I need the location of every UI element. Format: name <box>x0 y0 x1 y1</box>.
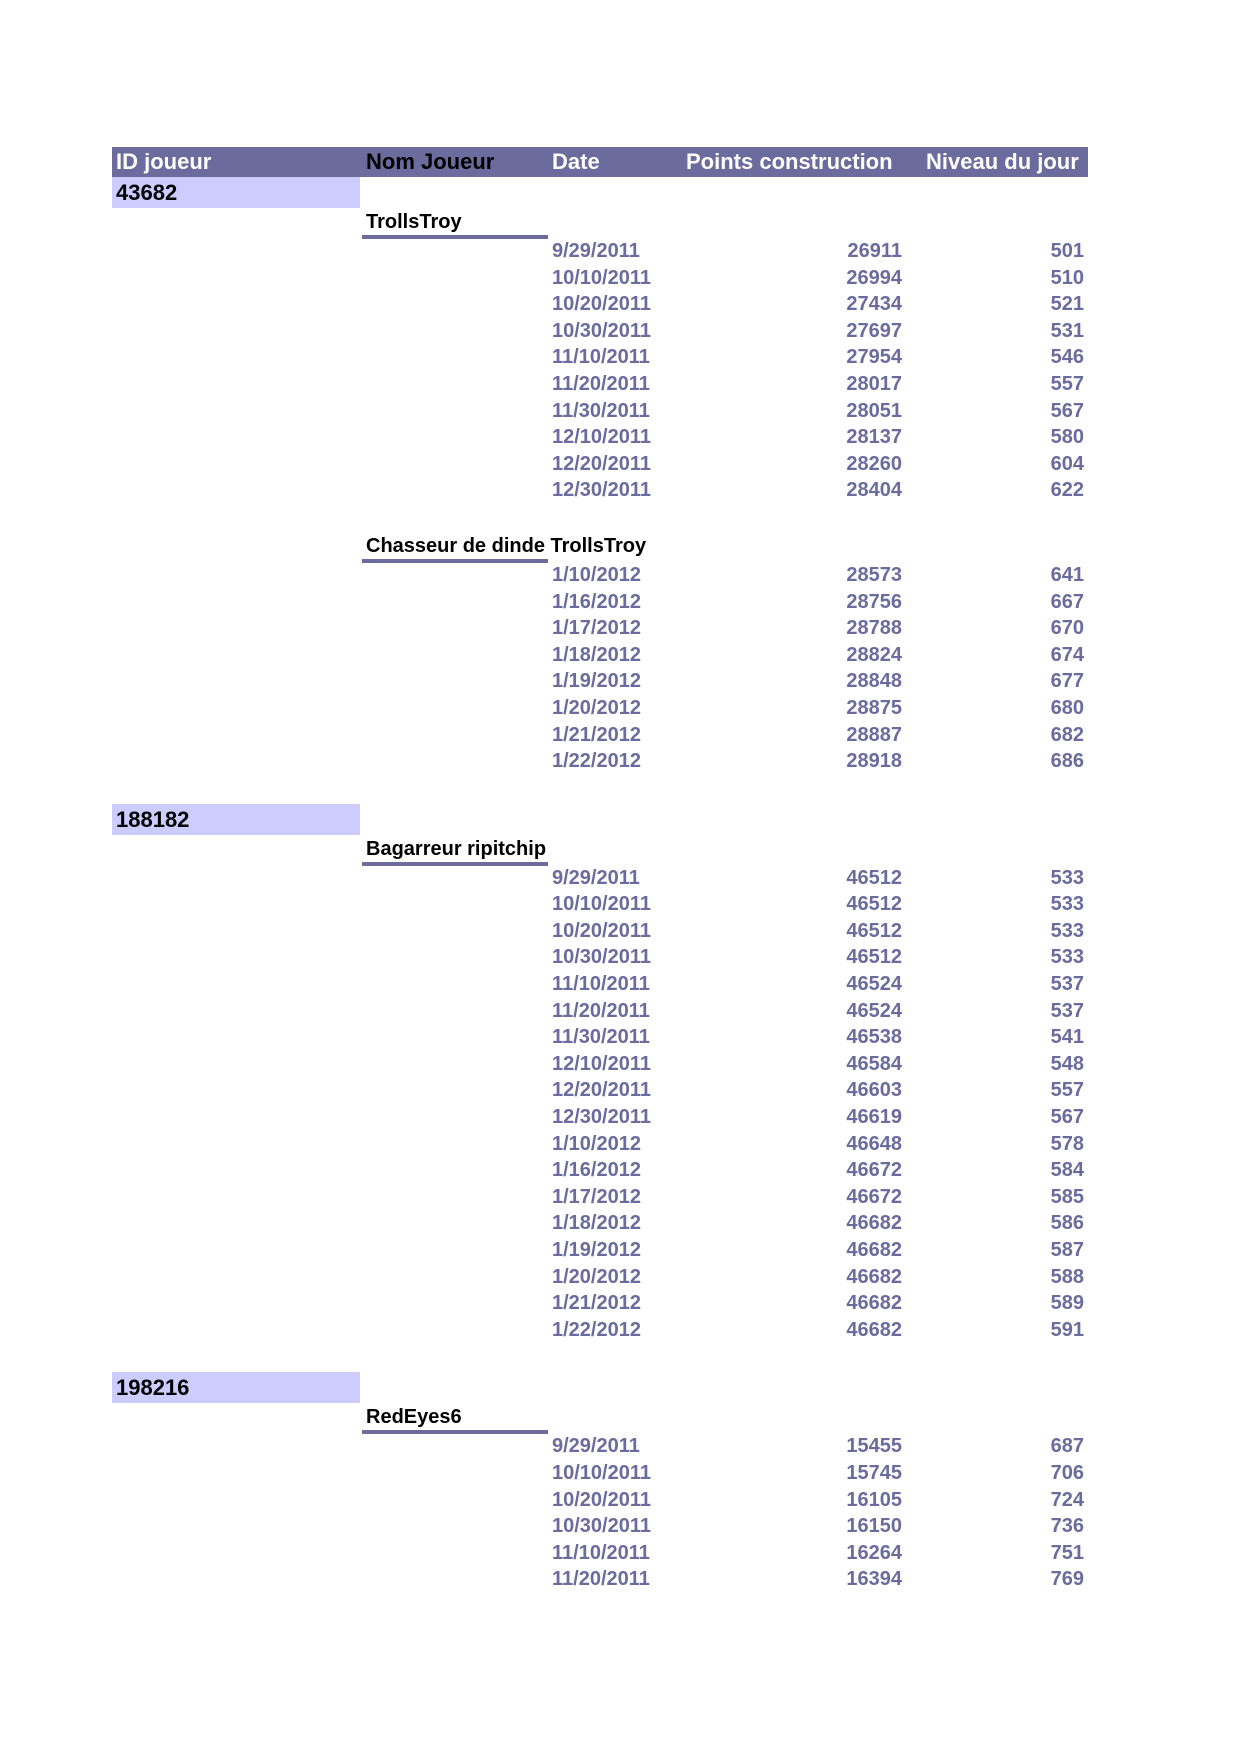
header-date: Date <box>552 149 600 174</box>
player-name-row <box>112 1403 1088 1433</box>
points-cell: 28887 <box>846 723 902 746</box>
points-cell: 28260 <box>846 452 902 475</box>
points-cell: 28404 <box>846 479 902 502</box>
date-cell: 11/10/2011 <box>552 973 650 996</box>
player-id: 43682 <box>112 177 360 208</box>
date-cell: 1/20/2012 <box>552 1265 641 1288</box>
level-cell: 537 <box>1050 999 1084 1022</box>
date-cell: 1/16/2012 <box>552 1159 641 1182</box>
date-cell: 1/22/2012 <box>552 750 641 773</box>
level-cell: 548 <box>1050 1052 1084 1075</box>
table-row <box>112 1264 1088 1291</box>
table-row <box>112 318 1088 345</box>
level-cell: 531 <box>1050 319 1084 342</box>
table-row <box>112 1024 1088 1051</box>
table-row <box>112 371 1088 398</box>
date-cell: 10/10/2011 <box>552 893 651 916</box>
table-row <box>112 238 1088 265</box>
points-cell: 46682 <box>846 1212 902 1235</box>
level-cell: 736 <box>1050 1515 1084 1538</box>
date-cell: 1/19/2012 <box>552 670 641 693</box>
date-cell: 12/20/2011 <box>552 452 651 475</box>
player-name-row <box>112 835 1088 865</box>
points-cell: 16150 <box>846 1515 902 1538</box>
level-cell: 687 <box>1050 1435 1084 1458</box>
table-row <box>112 918 1088 945</box>
points-cell: 28017 <box>846 372 902 395</box>
player-id-row <box>112 1372 1088 1403</box>
player-id: 198216 <box>112 1372 360 1403</box>
points-cell: 26911 <box>847 240 902 262</box>
points-cell: 28875 <box>846 696 902 719</box>
date-cell: 1/18/2012 <box>552 1212 641 1235</box>
level-cell: 706 <box>1050 1461 1084 1484</box>
table-row <box>112 1290 1088 1317</box>
level-cell: 585 <box>1050 1185 1084 1208</box>
points-cell: 28137 <box>846 426 902 449</box>
points-cell: 46524 <box>846 999 902 1022</box>
table-row <box>112 1131 1088 1158</box>
level-cell: 674 <box>1050 643 1084 666</box>
date-cell: 10/20/2011 <box>552 293 651 316</box>
level-cell: 501 <box>1050 240 1084 262</box>
date-cell: 1/21/2012 <box>552 1292 641 1315</box>
table-row <box>112 865 1088 892</box>
group-spacer <box>112 775 1088 804</box>
date-cell: 12/30/2011 <box>552 479 651 502</box>
level-cell: 670 <box>1050 617 1084 640</box>
player-name: RedEyes6 <box>366 1406 462 1429</box>
table-row <box>112 1487 1088 1514</box>
date-cell: 11/30/2011 <box>552 399 650 422</box>
level-cell: 751 <box>1050 1541 1084 1564</box>
date-cell: 12/10/2011 <box>552 426 651 449</box>
points-cell: 46512 <box>846 946 902 969</box>
points-cell: 46672 <box>846 1185 902 1208</box>
table-row <box>112 562 1088 589</box>
points-cell: 46648 <box>846 1132 902 1155</box>
table-row <box>112 615 1088 642</box>
level-cell: 584 <box>1050 1159 1084 1182</box>
date-cell: 9/29/2011 <box>552 240 640 262</box>
level-cell: 567 <box>1050 399 1084 422</box>
date-cell: 10/30/2011 <box>552 319 651 342</box>
level-cell: 533 <box>1050 919 1084 942</box>
player-name: Chasseur de dinde TrollsTroy <box>366 534 647 557</box>
player-name: Bagarreur ripitchip <box>366 837 547 860</box>
level-cell: 521 <box>1050 293 1084 316</box>
table-row <box>112 291 1088 318</box>
date-cell: 1/19/2012 <box>552 1239 641 1261</box>
date-cell: 10/20/2011 <box>552 1488 651 1511</box>
date-cell: 9/29/2011 <box>552 1435 640 1458</box>
table-row <box>112 891 1088 918</box>
table-row <box>112 1513 1088 1540</box>
header-id: ID joueur <box>116 149 212 174</box>
level-cell: 586 <box>1050 1212 1084 1235</box>
points-cell: 15745 <box>846 1461 902 1484</box>
table-row <box>112 642 1088 669</box>
table-row <box>112 1317 1088 1344</box>
date-cell: 1/10/2012 <box>552 1132 641 1155</box>
points-cell: 46512 <box>846 893 902 916</box>
points-cell: 46672 <box>846 1159 902 1182</box>
points-cell: 46619 <box>846 1106 902 1129</box>
level-cell: 724 <box>1050 1488 1084 1511</box>
table-row <box>112 1184 1088 1211</box>
date-cell: 11/20/2011 <box>552 1568 650 1591</box>
level-cell: 557 <box>1050 1079 1084 1102</box>
date-cell: 12/20/2011 <box>552 1079 651 1102</box>
level-cell: 769 <box>1050 1568 1084 1591</box>
level-cell: 589 <box>1050 1292 1084 1315</box>
level-cell: 680 <box>1050 696 1084 719</box>
player-name-row <box>112 208 1088 238</box>
player-id-row <box>112 804 1088 835</box>
points-cell: 46682 <box>846 1239 902 1261</box>
table-row <box>112 1540 1088 1567</box>
level-cell: 537 <box>1050 973 1084 996</box>
points-cell: 28051 <box>846 399 902 422</box>
points-cell: 46584 <box>846 1052 902 1075</box>
level-cell: 533 <box>1050 893 1084 916</box>
table-row <box>112 1433 1088 1460</box>
player-id-row <box>112 177 1088 208</box>
table-row <box>112 398 1088 425</box>
level-cell: 587 <box>1050 1239 1084 1261</box>
date-cell: 11/20/2011 <box>552 999 650 1022</box>
points-cell: 46524 <box>846 973 902 996</box>
points-cell: 28824 <box>846 643 902 666</box>
points-cell: 15455 <box>846 1435 902 1458</box>
date-cell: 1/17/2012 <box>552 617 641 640</box>
table-row <box>112 668 1088 695</box>
date-cell: 1/20/2012 <box>552 696 641 719</box>
date-cell: 11/10/2011 <box>552 346 650 369</box>
table-row <box>112 589 1088 616</box>
table-row <box>112 344 1088 371</box>
points-cell: 28918 <box>846 750 902 773</box>
table-row <box>112 477 1088 504</box>
points-cell: 27434 <box>846 293 902 316</box>
points-cell: 16264 <box>846 1541 902 1564</box>
points-cell: 46512 <box>846 919 902 942</box>
level-cell: 580 <box>1050 426 1084 449</box>
groups-container <box>112 177 1088 1593</box>
table-row <box>112 1460 1088 1487</box>
points-cell: 16394 <box>846 1568 902 1591</box>
table-row <box>112 971 1088 998</box>
group-spacer <box>112 1343 1088 1372</box>
level-cell: 510 <box>1050 266 1084 289</box>
date-cell: 1/18/2012 <box>552 643 641 666</box>
points-cell: 26994 <box>846 266 902 289</box>
table-row <box>112 998 1088 1025</box>
date-cell: 11/10/2011 <box>552 1541 650 1564</box>
level-cell: 541 <box>1050 1026 1084 1049</box>
date-cell: 1/22/2012 <box>552 1318 641 1341</box>
date-cell: 12/30/2011 <box>552 1106 651 1129</box>
level-cell: 546 <box>1050 346 1084 369</box>
table-row <box>112 1210 1088 1237</box>
table-row <box>112 451 1088 478</box>
table-row <box>112 424 1088 451</box>
level-cell: 686 <box>1050 750 1084 773</box>
points-cell: 27697 <box>846 319 902 342</box>
points-cell: 46512 <box>846 866 902 889</box>
table-row <box>112 1566 1088 1593</box>
table-row <box>112 1237 1088 1264</box>
points-cell: 46682 <box>846 1318 902 1341</box>
level-cell: 604 <box>1050 452 1084 475</box>
table-row <box>112 944 1088 971</box>
points-cell: 28788 <box>846 617 902 640</box>
report-table <box>112 147 1088 1593</box>
table-row <box>112 265 1088 292</box>
header-level: Niveau du jour <box>926 149 1079 174</box>
player-name-row <box>112 532 1088 562</box>
level-cell: 591 <box>1050 1318 1084 1341</box>
table-row <box>112 1051 1088 1078</box>
table-row <box>112 1157 1088 1184</box>
level-cell: 677 <box>1050 670 1084 693</box>
points-cell: 46682 <box>846 1265 902 1288</box>
date-cell: 1/10/2012 <box>552 563 641 586</box>
level-cell: 533 <box>1050 866 1084 889</box>
date-cell: 11/30/2011 <box>552 1026 650 1049</box>
name-spacer <box>112 504 1088 532</box>
points-cell: 16105 <box>846 1488 902 1511</box>
points-cell: 28848 <box>846 670 902 693</box>
level-cell: 578 <box>1050 1132 1084 1155</box>
date-cell: 1/16/2012 <box>552 590 641 613</box>
level-cell: 567 <box>1050 1106 1084 1129</box>
date-cell: 10/10/2011 <box>552 266 651 289</box>
date-cell: 10/30/2011 <box>552 946 651 969</box>
points-cell: 28756 <box>846 590 902 613</box>
table-row <box>112 722 1088 749</box>
level-cell: 622 <box>1050 479 1084 502</box>
points-cell: 46682 <box>846 1292 902 1315</box>
table-row <box>112 748 1088 775</box>
header-name: Nom Joueur <box>366 149 495 174</box>
header-points: Points construction <box>686 149 893 174</box>
level-cell: 682 <box>1050 723 1084 746</box>
points-cell: 46538 <box>846 1026 902 1049</box>
level-cell: 641 <box>1050 563 1084 586</box>
points-cell: 27954 <box>846 346 902 369</box>
player-id: 188182 <box>112 804 360 835</box>
header-row <box>112 147 1088 177</box>
points-cell: 28573 <box>846 563 902 586</box>
date-cell: 9/29/2011 <box>552 866 640 889</box>
table-row <box>112 695 1088 722</box>
table-row <box>112 1104 1088 1131</box>
date-cell: 1/21/2012 <box>552 723 641 746</box>
date-cell: 11/20/2011 <box>552 372 650 395</box>
date-cell: 10/30/2011 <box>552 1515 651 1538</box>
date-cell: 10/20/2011 <box>552 919 651 942</box>
date-cell: 12/10/2011 <box>552 1052 651 1075</box>
level-cell: 667 <box>1050 590 1084 613</box>
table-row <box>112 1077 1088 1104</box>
level-cell: 533 <box>1050 946 1084 969</box>
date-cell: 10/10/2011 <box>552 1461 651 1484</box>
level-cell: 557 <box>1050 372 1084 395</box>
points-cell: 46603 <box>846 1079 902 1102</box>
date-cell: 1/17/2012 <box>552 1185 641 1208</box>
player-name: TrollsTroy <box>366 211 462 233</box>
level-cell: 588 <box>1050 1265 1084 1288</box>
